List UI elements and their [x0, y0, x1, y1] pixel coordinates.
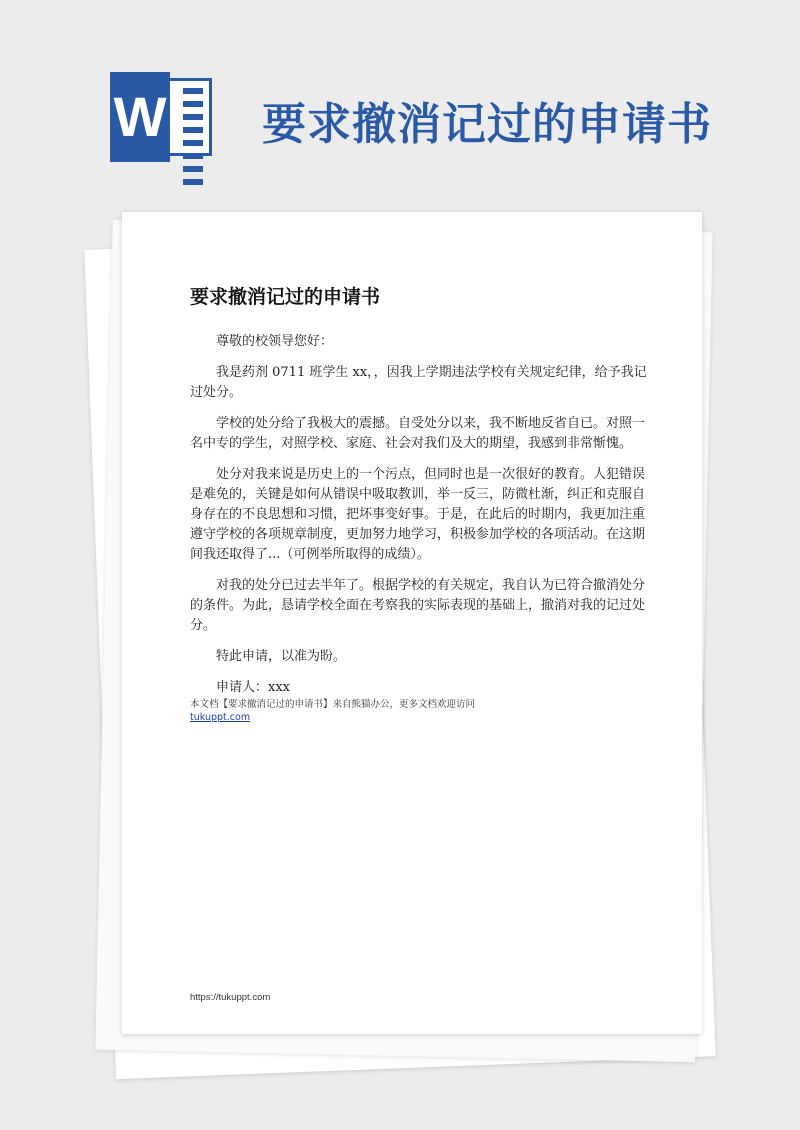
closing-line: 特此申请，以准为盼。: [216, 649, 347, 664]
page-url: https://tukuppt.com: [190, 992, 271, 1003]
applicant-signature: 申请人：xxx: [216, 680, 290, 695]
word-logo-letter: W: [110, 72, 170, 162]
document-body: [190, 332, 652, 709]
document-page: [122, 212, 702, 1034]
word-document-icon: [110, 72, 214, 162]
paragraph: 处分对我来说是历史上的一个污点，但同时也是一次很好的教育。人犯错误是难免的，关键是如何从错误中吸取教训，举一反三，防微杜渐，纠正和克服自身存在的不良思想和习惯，把坏事变好事。于是，在此后的时期内，我更加注重遵守学校的各项规章制度，更加努力地学习，积极参加学校的各项活动。在这期间我还取得了...（可例举所取得的成绩）。: [190, 467, 646, 562]
footer-note: [190, 698, 475, 724]
paragraph: 我是药剂 0711 班学生 xx，，因我上学期违法学校有关规定纪律，给予我记过处分。: [190, 365, 647, 400]
banner-title: 要求撤消记过的申请书: [262, 99, 712, 150]
paragraph: 对我的处分已过去半年了。根据学校的有关规定，我自认为已符合撤消处分的条件。为此，恳请学校全面在考察我的实际表现的基础上，撤消对我的记过处分。: [190, 578, 646, 633]
footer-link[interactable]: tukuppt.com: [190, 712, 251, 723]
footer-text: 本文档【要求撤消记过的申请书】来自熊猫办公，更多文档欢迎访问: [190, 699, 476, 710]
document-title: 要求撤消记过的申请书: [190, 286, 381, 308]
paragraph: 学校的处分给了我极大的震撼。自受处分以来，我不断地反省自已。对照一名中专的学生，对照学校、家庭、社会对我们及大的期望，我感到非常惭愧。: [190, 416, 646, 451]
salutation: 尊敬的校领导您好：: [216, 334, 334, 349]
